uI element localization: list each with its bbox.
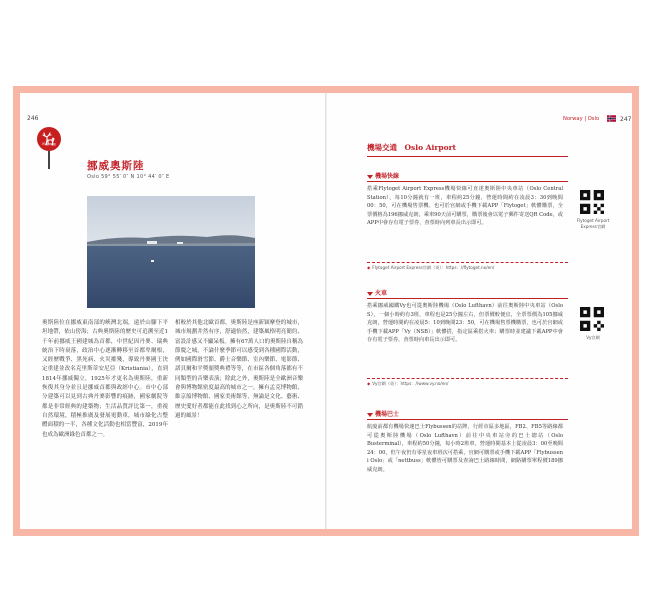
source-link-train[interactable]: ◆ Vy官網（英）：https：//www.vy.no/en/ <box>367 381 448 387</box>
page-number-right: 247 <box>620 116 632 123</box>
coordinates-text: Oslo 59° 55′ 0″ N 10° 44′ 0″ E <box>87 174 170 180</box>
subsection-divider <box>367 298 568 299</box>
norway-flag-icon <box>607 115 616 122</box>
subsection-heading-train: 火車 <box>367 288 387 297</box>
qr-caption-express: Flytoget Airport Express官網 <box>576 218 610 229</box>
left-page <box>20 93 325 529</box>
pin-label: Norway <box>42 142 56 146</box>
body-text-column-1: 奧斯陸位在挪威東南部的峽灣北端，遠於山腳下平坦地帶，依山傍海；古典奧斯陸的歷史可追溯至近1千年前挪威王國建城為首都，中世紀因丹麥、瑞典統治下時衰落，政治中心逐漸轉移至首都卑爾根，又經歷戰爭、黑死病、火災摧殘，導致丹麥國王決定重建並改名克里斯蒂安尼亞（Kristiania），直到1814年挪威獨立，1925年才更名為奧斯陸，重新恢復其身分並且是挪威首都與政經中心。市中心部分建築可以見到古典丹麥影響的痕跡，國家劇院等都是非常經典的建築物；生活品質評比第一，重視自然環境，積極推廣及發展電動車，城市綠化占整體面積的一半，各種文化活動也相當豐富，2019年也成為歐洲綠色首都之一。 <box>42 320 168 438</box>
running-header: Norway | Oslo <box>563 116 600 122</box>
dashed-divider <box>367 262 568 263</box>
qr-caption-train: Vy官網 <box>586 335 600 340</box>
page-number-left: 246 <box>27 115 39 122</box>
source-link-express[interactable]: ◆ Flytoget Airport Express官網（英）：https：//flytoget.no/en/ <box>367 265 494 271</box>
qr-code-express-icon[interactable] <box>580 190 604 214</box>
right-page <box>327 93 632 529</box>
subsection-heading-bus: 機場巴士 <box>367 409 399 418</box>
qr-code-train-icon[interactable] <box>580 307 604 331</box>
dashed-divider <box>367 378 568 379</box>
subsection-body-train: 搭乘挪威國鐵Vy也可從奧斯陸機場（Oslo Lufthavn）前往奧斯陸中央車站（Oslo S），一個小時約有3班，車程也是25分鐘左右，但票價較便宜，全票票價為105挪威克朗，營運時間約在凌晨5：10到晚間23：50，可在機場售票機購票，也可於官網或手機下載APP「Vy（NSB）」軟體搭，指定區乘搭火車；購票時並建議下載APP中會存有電子票券，查票時向車長出示即可。 <box>367 303 563 343</box>
harbor-photo <box>87 196 255 308</box>
subsection-heading-express: 機場快線 <box>367 171 399 180</box>
body-text-column-2: 相較於其他北歐首都，奧斯陸是座新穎摩登的城市，城市規劃井然有序，舒適怡然，建築風格明亮簡約、富設計感又不顯呆板。擁有67萬人口的奧斯陸自稱為節慶之城，不論什麼季節可以感受到各種國際活動，例如國際滑雪節、爵士音樂節、室內樂節、電影節、諾貝爾和平獎頒獎典禮等等，在市區各個角落都有不同類型的音樂表演；除此之外，奧斯陸是全歐洲音樂會與博物館密度最高的城市之一，擁有孟克博物館、維京船博物館、國家美術館等，無論是文化、藝術、歷史愛好者都能在此找到心之所向，是奧斯陸不可錯過的風景！ <box>175 320 304 419</box>
book-spread <box>13 86 639 536</box>
subsection-divider <box>367 181 568 182</box>
location-pin-icon <box>37 127 61 169</box>
subsection-body-express: 搭乘Flytoget Airport Express機場快線可直達奧斯陸中央車站（Oslo Central Station），每10分鐘就有一班，車程約25分鐘，營運時間約在凌晨3：30到晚間00：50，可在機場售票機、也可於官網或手機下載APP「Flytoget」軟體購票，全票價格為196挪威克朗，乘車90天前可購票，購票後會以電子郵件寄送QR Code，或APP中會存有電子票券，查票時向列車長出示即可。 <box>367 186 563 226</box>
subsection-divider <box>367 419 568 420</box>
section-title: 機場交通 Oslo Airport <box>367 143 456 152</box>
section-divider <box>367 156 568 157</box>
city-title: 挪威奧斯陸 <box>87 160 145 172</box>
subsection-body-bus: 航廈前都有機場快速巴士Flybussen的站牌，行經市區多地區，FB2、FB5等路線都可從奧斯陸機場（Oslo Lufthavn）前往中央車站旁的巴士總站（Oslo Busterminal），車程約50分鐘，每小時2班車，營運時間基本上從凌晨3：00至晚間24：00，但午夜仍有零星夜車班次可搭乘，官網可購票或手機下載APP「Flybussen i Oslo」或「nettbuss」軟體皆可購票及查詢巴士路線時間，網路購票單程價189挪威克朗。 <box>367 424 563 473</box>
